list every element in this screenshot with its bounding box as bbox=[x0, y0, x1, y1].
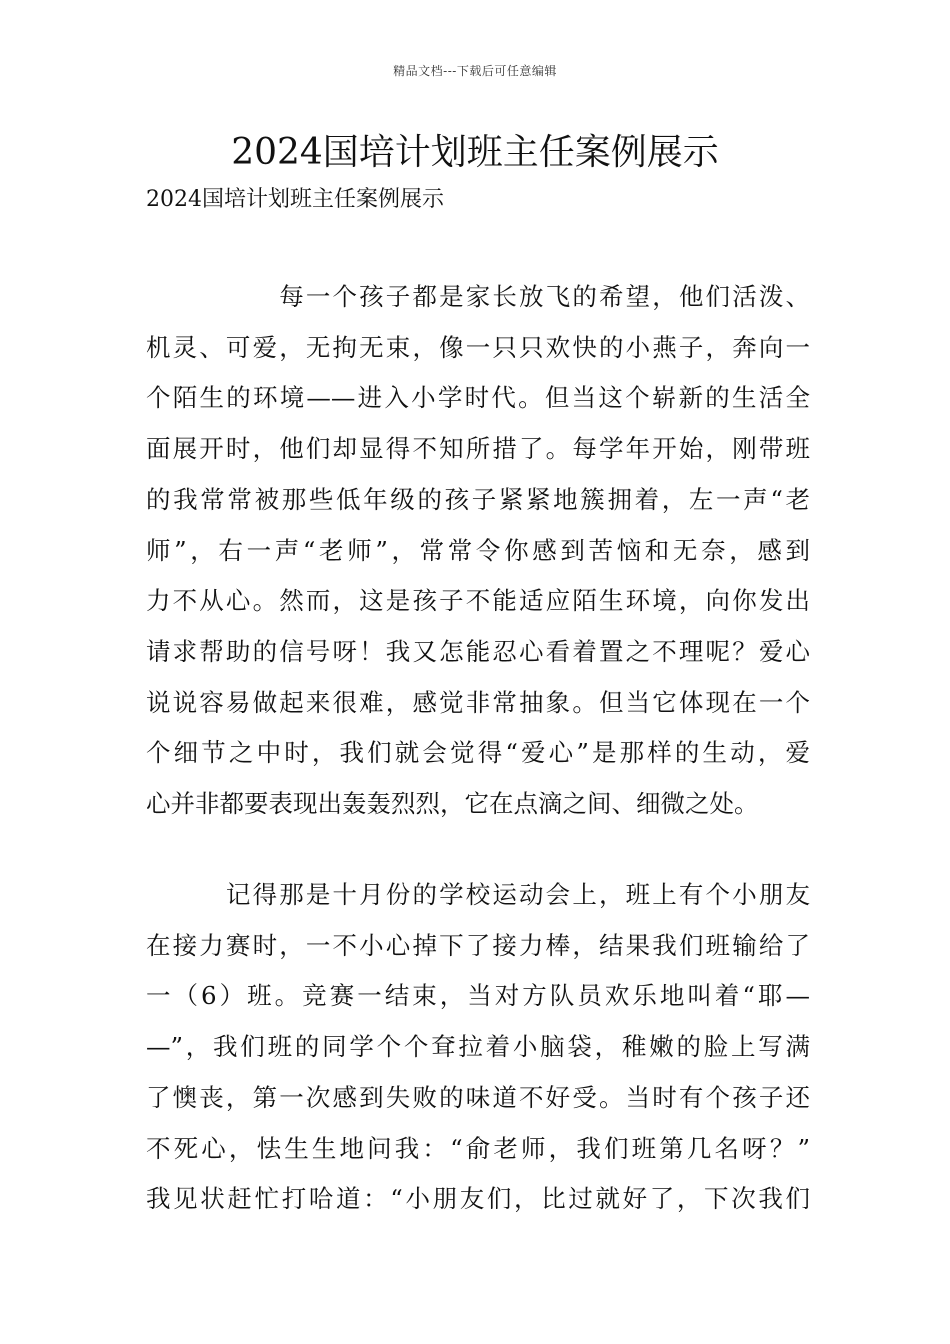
paragraph-line: 不死心，怯生生地问我：“俞老师，我们班第几名呀？” bbox=[146, 1133, 810, 1163]
paragraph-line: —”，我们班的同学个个耷拉着小脑袋，稚嫩的脸上写满 bbox=[146, 1032, 810, 1062]
paragraph-line: 每一个孩子都是家长放飞的希望，他们活泼、 bbox=[146, 282, 810, 311]
paragraph-line: 我见状赶忙打哈道：“小朋友们，比过就好了，下次我们 bbox=[146, 1184, 810, 1214]
body-paragraph-1 bbox=[146, 272, 810, 830]
paragraph-line: 个陌生的环境——进入小学时代。但当这个崭新的生活全 bbox=[146, 383, 810, 413]
paragraph-line: 面展开时，他们却显得不知所措了。每学年开始，刚带班 bbox=[146, 434, 810, 464]
paragraph-line: 师”，右一声“老师”，常常令你感到苦恼和无奈，感到 bbox=[146, 535, 810, 565]
paragraph-line: 说说容易做起来很难，感觉非常抽象。但当它体现在一个 bbox=[146, 687, 810, 717]
paragraph-line: 一（6）班。竞赛一结束，当对方队员欢乐地叫着“耶— bbox=[146, 981, 810, 1011]
document-title: 2024国培计划班主任案例展示 bbox=[231, 132, 719, 173]
paragraph-line: 记得那是十月份的学校运动会上，班上有个小朋友 bbox=[146, 880, 810, 909]
paragraph-line: 在接力赛时，一不小心掉下了接力棒，结果我们班输给了 bbox=[146, 930, 810, 960]
paragraph-line: 的我常常被那些低年级的孩子紧紧地簇拥着，左一声“老 bbox=[146, 484, 810, 514]
document-subtitle: 2024国培计划班主任案例展示 bbox=[146, 187, 444, 212]
paragraph-line: 了懊丧，第一次感到失败的味道不好受。当时有个孩子还 bbox=[146, 1082, 810, 1112]
paragraph-line: 请求帮助的信号呀！我又怎能忍心看着置之不理呢？爱心 bbox=[146, 636, 810, 666]
body-paragraph-2 bbox=[146, 870, 810, 1225]
page-header-note: 精品文档---下载后可任意编辑 bbox=[393, 64, 557, 78]
paragraph-line: 心并非都要表现出轰轰烈烈，它在点滴之间、细微之处。 bbox=[146, 789, 759, 819]
paragraph-line: 力不从心。然而，这是孩子不能适应陌生环境，向你发出 bbox=[146, 586, 810, 616]
paragraph-line: 个细节之中时，我们就会觉得“爱心”是那样的生动，爱 bbox=[146, 738, 810, 768]
paragraph-line: 机灵、可爱，无拘无束，像一只只欢快的小燕子，奔向一 bbox=[146, 332, 810, 362]
